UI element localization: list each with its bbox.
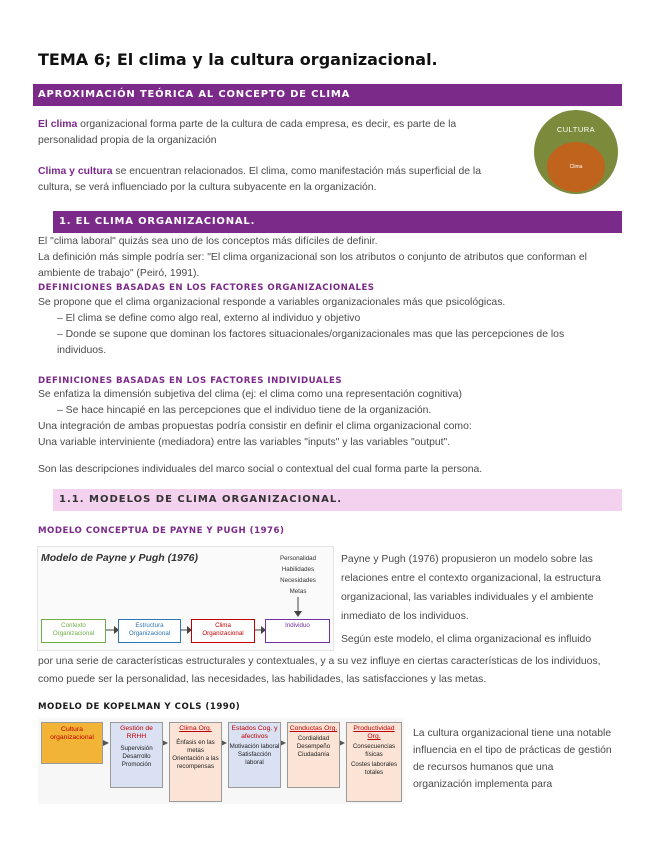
subheading-factores-organizacionales: DEFINICIONES BASADAS EN LOS FACTORES ORGANIZACIONALES [38,283,375,293]
payne-side-metas: Metas [289,588,307,595]
paragraph-clima-cultura-text: se encuentran relacionados. El clima, como manifestación más superficial de la cultura, se verá influenciado por la cultura subyacente en la organización. [38,166,481,193]
kopelman-figure [38,718,404,804]
s1-definition: La definición más simple podría ser: "El clima organizacional son los atributos o conjunto de atributos que conforman el ambiente de trabajo" (Peiró, 1991). [38,252,587,279]
kop-box-conductas [287,722,340,788]
kop-estados-item-1: Motivación laboral [229,743,280,750]
payne-box-clima-l2: Organizacional [202,630,244,637]
kop-box-cultura-head: Cultura organizacional [50,726,94,741]
payne-box-contexto-l2: Organizacional [52,630,95,637]
kopelman-description: La cultura organizacional tiene una notable influencia en el tipo de prácticas de gestión de recursos humanos que una organización implementa para [413,728,612,790]
term-clima: El clima [38,119,78,130]
s1-line1: El "clima laboral" quizás sea uno de los conceptos más difíciles de definir. [38,236,378,247]
kop-rrhh-item-2: Desarrollo [122,753,151,760]
payne-description-3: por una serie de características estructurales y contextuales, y a su vez influye en ciertas características de los individuos, como puede ser la personalidad, las necesidades, las habilidades, las satisfacciones y las metas. [38,656,601,685]
kop-box-rrhh-head: Gestión de RRHH [120,725,153,740]
kop-estados-item-2: Satisfacción laboral [237,751,272,766]
climate-label: Clima [569,164,583,170]
payne-box-estructura-l1: Estructura [135,622,164,629]
term-clima-cultura: Clima y cultura [38,166,113,177]
kop-box-clima-head: Clima Org. [179,725,212,732]
s1-ind-bullet1: – Se hace hincapié en las percepciones que el individuo tiene de la organización. [57,405,432,416]
s1-org-line: Se propone que el clima organizacional responde a variables organizacionales más que psicológicas. [38,297,506,308]
section-heading-1: 1. EL CLIMA ORGANIZACIONAL. [53,211,622,233]
kop-box-productividad-head: Productividad Org. [353,725,395,740]
payne-description-2: Según este modelo, el clima organizacional es influido [341,634,592,645]
paragraph-clima-text: organizacional forma parte de la cultura de cada empresa, es decir, es parte de la personalidad propia de la organización [38,119,457,146]
kop-productividad-item-1: Consecuencias físicas [352,743,396,758]
kop-conductas-item-3: Ciudadanía [297,751,330,758]
kop-conductas-item-1: Cordialidad [297,735,330,742]
payne-pugh-figure [37,546,334,651]
s1-ind-line3: Una variable interviniente (mediadora) entre las variables "inputs" y las variables "output". [38,437,451,448]
kop-box-conductas-head: Conductas Org. [289,725,338,732]
kop-box-estados [228,722,281,788]
payne-side-habilidades: Habilidades [281,566,315,573]
kop-box-cultura [41,722,103,764]
section-heading-approx: APROXIMACIÓN TEÓRICA AL CONCEPTO DE CLIMA [33,84,622,106]
page-title: TEMA 6; El clima y la cultura organizacional. [38,50,438,69]
payne-box-contexto-l1: Contexto [61,622,86,629]
payne-side-personalidad: Personalidad [279,555,317,562]
payne-box-estructura-l2: Organizacional [128,630,171,637]
payne-box-contexto [41,619,106,643]
payne-box-individuo [265,619,330,643]
kop-box-estados-head: Estados Cog. y afectivos [231,725,278,740]
s1-ind-line1: Se enfatiza la dimensión subjetiva del clima (ej: el clima como una representación cognitiva) [38,389,462,400]
payne-description: Payne y Pugh (1976) propusieron un modelo sobre las relaciones entre el contexto organizacional, la estructura organizacional, las variables individuales y el ambiente inmediato de los individuos. [341,554,601,622]
payne-side-necesidades: Necesidades [280,577,316,584]
payne-box-individuo-l1: Individuo [285,622,310,629]
kop-rrhh-item-3: Promoción [121,761,152,768]
s1-ind-line2: Una integración de ambas propuestas podría consistir en definir el clima organizacional como: [38,421,472,432]
s1-org-bullet1: – El clima se define como algo real, externo al individuo y objetivo [57,313,361,324]
s1-ind-line4: Son las descripciones individuales del marco social o contextual del cual forma parte la persona. [38,464,483,475]
culture-label: CULTURA [556,125,596,134]
paragraph-clima-cultura [38,164,498,195]
kop-rrhh-item-1: Supervisión [120,745,153,752]
kop-conductas-item-2: Desempeño [296,743,331,750]
kop-box-rrhh [110,722,163,788]
kop-box-productividad [346,722,402,802]
kop-productividad-item-2: Costes laborales totales [350,761,398,776]
kop-clima-item-2: Orientación a las recompensas [172,755,219,770]
subheading-factores-individuales: DEFINICIONES BASADAS EN LOS FACTORES INDIVIDUALES [38,376,343,386]
section-heading-1-1: 1.1. MODELOS DE CLIMA ORGANIZACIONAL. [53,489,622,511]
kop-clima-item-1: Énfasis en las metas [176,739,215,754]
s1-org-bullet2: – Donde se supone que dominan los factores situacionales/organizacionales mas que las percepciones de los individuos. [57,329,565,356]
payne-figure-title: Modelo de Payne y Pugh (1976) [41,552,198,564]
payne-box-clima-l1: Clima [215,622,231,629]
paragraph-clima [38,117,498,148]
subheading-payne-pugh: MODELO CONCEPTUA DE PAYNE Y PUGH (1976) [38,526,285,536]
subheading-kopelman: MODELO DE KOPELMAN Y COLS (1990) [38,702,241,712]
payne-box-clima [191,619,255,643]
payne-box-estructura [118,619,181,643]
kop-box-clima [169,722,222,802]
